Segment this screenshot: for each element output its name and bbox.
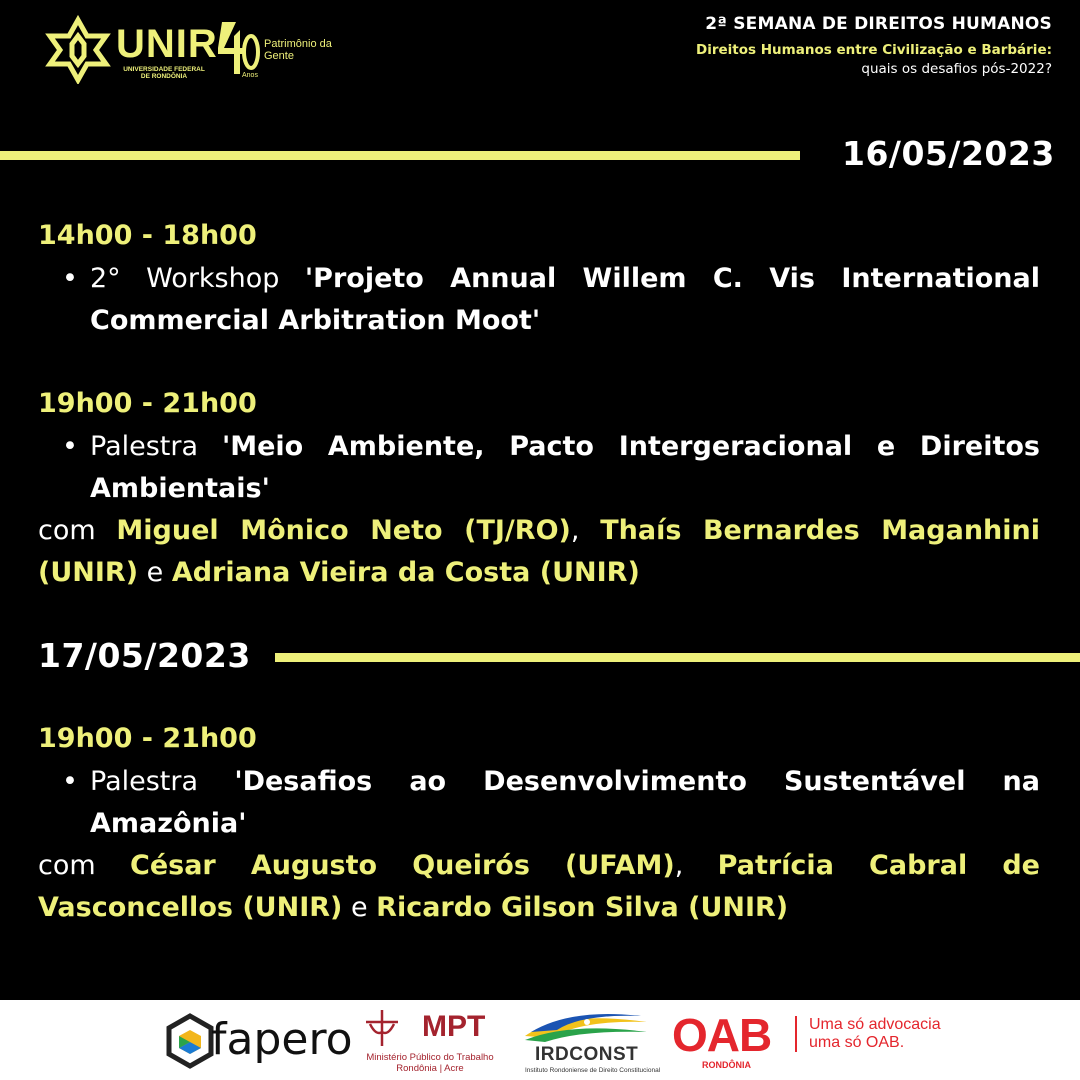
forty-years-anos: Anos [242,72,258,79]
unir-logo-text: UNIR [116,22,218,66]
fapero-logo [165,1000,353,1080]
irdconst-flag-icon [521,1008,651,1044]
separator: , [570,515,601,546]
event-type: 2° Workshop [90,263,305,294]
forty-years-icon [216,16,260,78]
oab-divider [795,1016,797,1052]
speakers-day2 [38,845,1040,929]
fapero-text: fapero [211,1014,353,1065]
time-day2-event1: 19h00 - 21h00 [38,723,257,754]
unir-star-icon [38,14,118,84]
bullet-icon: • [62,766,78,797]
divider-line-day2 [275,653,1080,662]
speakers-day1 [38,510,1040,594]
oab-logo [672,1000,942,1080]
event-day2-talk [62,761,1040,845]
bullet-icon: • [62,263,78,294]
time-day1-event1: 14h00 - 18h00 [38,220,257,251]
bullet-icon: • [62,431,78,462]
event-subtitle-line2: quais os desafios pós-2022? [861,61,1052,77]
event-title-talk1: 'Meio Ambiente, Pacto Intergeracional e Direitos Ambientais' [90,431,1040,504]
sponsors-footer [0,1000,1080,1080]
event-subtitle-line1: Direitos Humanos entre Civilização e Barbárie: [696,42,1052,58]
speaker: César Augusto Queirós (UFAM) [130,850,675,881]
oab-slogan-line1: Uma só advocacia [809,1016,941,1033]
speaker: Adriana Vieira da Costa (UNIR) [171,557,640,588]
oab-small: RONDÔNIA [702,1060,751,1070]
irdconst-logo [515,1000,660,1080]
speaker: Miguel Mônico Neto (TJ/RO) [116,515,571,546]
event-type: Palestra [90,766,235,797]
date-day1: 16/05/2023 [842,134,1055,173]
irdconst-text: IRDCONST [535,1044,639,1065]
separator: , [674,850,718,881]
unir-logo [38,14,358,84]
forty-years-text: Patrimônio da Gente [264,38,332,62]
event-title-talk2: 'Desafios ao Desenvolvimento Sustentável na Amazônia' [90,766,1040,839]
speaker: Patrícia Cabral de Vasconcellos (UNIR) [38,850,1040,923]
oab-slogan-line2: uma só OAB. [809,1034,905,1051]
speaker: Ricardo Gilson Silva (UNIR) [376,892,789,923]
mpt-line1: Ministério Público do Trabalho [366,1052,494,1063]
oab-text: OAB [672,1009,772,1061]
mpt-scales-icon [362,1008,402,1048]
event-title-workshop: 'Projeto Annual Willem C. Vis International Commercial Arbitration Moot' [90,263,1040,336]
unir-logo-subtext: UNIVERSIDADE FEDERAL DE RONDÔNIA [123,66,205,80]
irdconst-small: Instituto Rondoniense de Direito Constitucional [525,1067,661,1074]
mpt-logo [360,1000,500,1080]
date-day2: 17/05/2023 [38,636,251,675]
event-type: Palestra [90,431,222,462]
speaker: Thaís Bernardes Maganhini (UNIR) [38,515,1041,588]
event-day1-talk [62,426,1040,510]
separator: e [342,892,377,923]
mpt-line2: Rondônia | Acre [396,1063,464,1074]
with-label: com [38,850,130,881]
event-day1-workshop [62,258,1040,342]
separator: e [138,557,172,588]
divider-line-day1 [0,151,800,160]
with-label: com [38,515,117,546]
fapero-hexagon-icon [165,1012,215,1072]
time-day1-event2: 19h00 - 21h00 [38,388,257,419]
event-header [696,14,1052,77]
mpt-text: MPT [422,1010,486,1043]
event-title: 2ª SEMANA DE DIREITOS HUMANOS [705,14,1052,34]
